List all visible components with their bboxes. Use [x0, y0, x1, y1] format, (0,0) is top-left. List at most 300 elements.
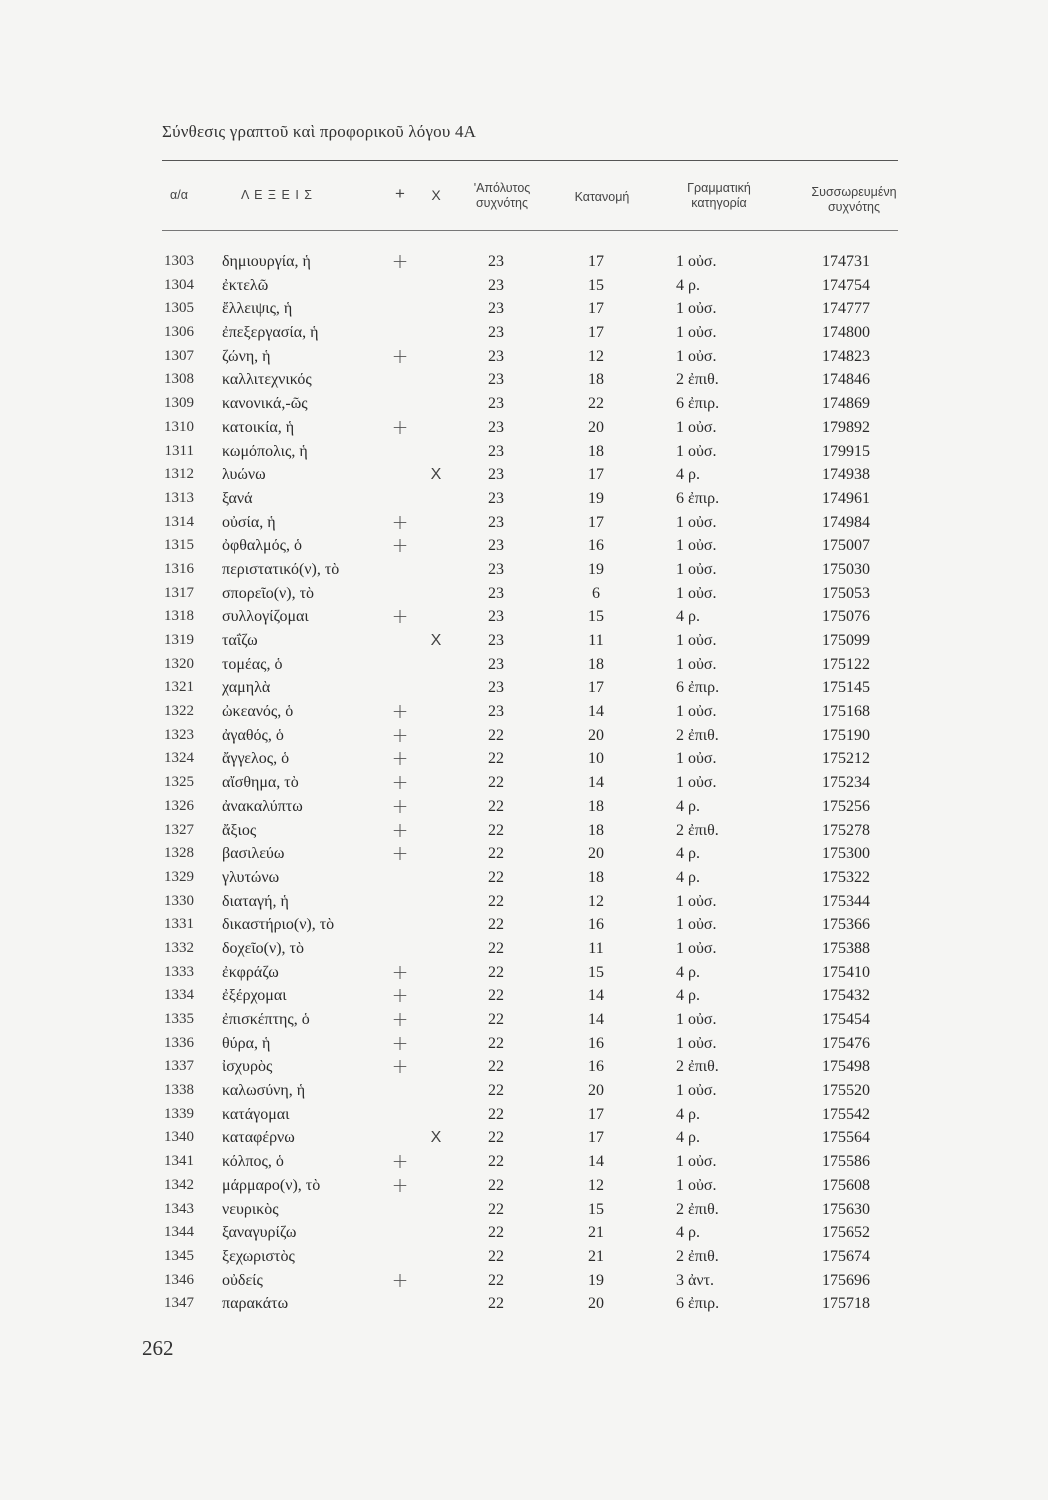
- row-plus-mark: +: [391, 1054, 409, 1079]
- row-cumulative-frequency: 174938: [822, 466, 870, 484]
- row-word: περιστατικό(ν), τὸ: [222, 560, 340, 578]
- row-absolute-frequency: 22: [488, 726, 504, 744]
- row-distribution: 18: [588, 821, 604, 839]
- row-distribution: 17: [588, 253, 604, 270]
- row-index: 1308: [164, 371, 194, 388]
- page-title: Σύνθεσις γραπτοῦ καὶ προφορικοῦ λόγου 4Α: [162, 122, 477, 141]
- row-index: 1338: [164, 1082, 194, 1099]
- row-word: θύρα, ἡ: [222, 1034, 271, 1052]
- row-grammatical-category: 4 ρ.: [676, 466, 700, 484]
- row-plus-mark: +: [391, 770, 409, 795]
- row-distribution: 19: [588, 1271, 604, 1289]
- row-grammatical-category: 4 ρ.: [676, 868, 700, 886]
- table-row: [0, 297, 1048, 321]
- row-word: καλωσύνη, ἡ: [222, 1082, 306, 1100]
- row-cumulative-frequency: 174846: [822, 371, 870, 389]
- row-plus-mark: +: [391, 959, 409, 984]
- row-word: ὠκεανός, ὁ: [222, 703, 294, 721]
- row-distribution: 14: [588, 774, 604, 792]
- row-index: 1313: [164, 489, 194, 506]
- row-grammatical-category: 2 ἐπιθ.: [676, 1200, 719, 1218]
- row-cumulative-frequency: 179915: [822, 442, 870, 460]
- row-distribution: 15: [588, 608, 604, 626]
- row-grammatical-category: 1 οὐσ.: [676, 1034, 717, 1052]
- row-word: ζώνη, ἡ: [222, 347, 271, 365]
- row-index: 1304: [164, 276, 194, 293]
- row-index: 1323: [164, 726, 194, 743]
- table-row: [0, 913, 1048, 937]
- row-grammatical-category: 2 ἐπιθ.: [676, 371, 719, 389]
- row-index: 1336: [164, 1034, 194, 1051]
- table-row: [0, 961, 1048, 985]
- table-row: [0, 487, 1048, 511]
- row-distribution: 18: [588, 655, 604, 673]
- row-index: 1343: [164, 1200, 194, 1217]
- row-word: διαταγή, ἡ: [222, 892, 289, 910]
- row-absolute-frequency: 23: [488, 347, 504, 365]
- row-word: ἰσχυρὸς: [222, 1058, 273, 1076]
- row-grammatical-category: 2 ἐπιθ.: [676, 1058, 719, 1076]
- row-grammatical-category: 4 ρ.: [676, 1224, 700, 1242]
- row-grammatical-category: 1 οὐσ.: [676, 939, 717, 957]
- table-row: [0, 653, 1048, 677]
- row-cumulative-frequency: 174731: [822, 253, 870, 270]
- row-absolute-frequency: 23: [488, 395, 504, 413]
- row-absolute-frequency: 22: [488, 939, 504, 957]
- row-plus-mark: +: [391, 1030, 409, 1055]
- row-cumulative-frequency: 174961: [822, 489, 870, 507]
- row-distribution: 12: [588, 1176, 604, 1194]
- table-row: [0, 582, 1048, 606]
- row-word: οὐδείς: [222, 1271, 263, 1289]
- row-distribution: 6: [592, 584, 600, 602]
- row-cumulative-frequency: 175718: [822, 1295, 870, 1313]
- row-cumulative-frequency: 175168: [822, 703, 870, 721]
- row-cumulative-frequency: 175388: [822, 939, 870, 957]
- word-frequency-table: [0, 250, 1048, 1316]
- row-absolute-frequency: 22: [488, 1176, 504, 1194]
- row-word: ἀγαθός, ὁ: [222, 726, 284, 744]
- row-index: 1316: [164, 560, 194, 577]
- row-grammatical-category: 1 οὐσ.: [676, 703, 717, 721]
- row-distribution: 17: [588, 679, 604, 697]
- row-absolute-frequency: 22: [488, 821, 504, 839]
- row-word: δημιουργία, ἡ: [222, 253, 311, 270]
- row-plus-mark: +: [391, 722, 409, 747]
- table-row: [0, 724, 1048, 748]
- table-row: [0, 274, 1048, 298]
- table-row: [0, 1292, 1048, 1316]
- row-absolute-frequency: 22: [488, 1153, 504, 1171]
- row-cumulative-frequency: 175190: [822, 726, 870, 744]
- header-plus: +: [395, 184, 405, 203]
- row-absolute-frequency: 22: [488, 892, 504, 910]
- table-row: [0, 1221, 1048, 1245]
- row-grammatical-category: 1 οὐσ.: [676, 253, 717, 270]
- row-grammatical-category: 4 ρ.: [676, 608, 700, 626]
- row-cumulative-frequency: 175212: [822, 750, 870, 768]
- row-distribution: 20: [588, 1295, 604, 1313]
- row-absolute-frequency: 22: [488, 987, 504, 1005]
- row-absolute-frequency: 22: [488, 750, 504, 768]
- row-grammatical-category: 1 οὐσ.: [676, 560, 717, 578]
- row-word: συλλογίζομαι: [222, 608, 309, 626]
- row-absolute-frequency: 23: [488, 584, 504, 602]
- row-cumulative-frequency: 174754: [822, 276, 870, 294]
- row-index: 1318: [164, 608, 194, 625]
- row-absolute-frequency: 22: [488, 1271, 504, 1289]
- row-word: κατοικία, ἡ: [222, 418, 295, 436]
- row-distribution: 17: [588, 1105, 604, 1123]
- row-word: ἔλλειψις, ἡ: [222, 300, 293, 318]
- row-index: 1322: [164, 703, 194, 720]
- row-distribution: 16: [588, 537, 604, 555]
- row-plus-mark: +: [391, 1172, 409, 1197]
- row-grammatical-category: 4 ρ.: [676, 1129, 700, 1147]
- table-row: [0, 416, 1048, 440]
- row-distribution: 16: [588, 1058, 604, 1076]
- row-word: σπορεῖο(ν), τὸ: [222, 584, 315, 602]
- row-grammatical-category: 4 ρ.: [676, 1105, 700, 1123]
- row-distribution: 17: [588, 466, 604, 484]
- row-cumulative-frequency: 175030: [822, 560, 870, 578]
- row-index: 1327: [164, 821, 194, 838]
- row-index: 1331: [164, 916, 194, 933]
- table-row: [0, 771, 1048, 795]
- row-distribution: 17: [588, 300, 604, 318]
- row-plus-mark: +: [391, 1007, 409, 1031]
- row-absolute-frequency: 22: [488, 1105, 504, 1123]
- row-grammatical-category: 2 ἐπιθ.: [676, 821, 719, 839]
- row-plus-mark: +: [391, 604, 409, 629]
- row-index: 1319: [164, 632, 194, 648]
- row-index: 1329: [164, 868, 194, 885]
- row-word: ἄγγελος, ὁ: [222, 750, 290, 768]
- table-row: [0, 1198, 1048, 1222]
- row-index: 1335: [164, 1011, 194, 1027]
- row-index: 1321: [164, 679, 194, 696]
- row-absolute-frequency: 23: [488, 655, 504, 673]
- row-distribution: 17: [588, 324, 604, 342]
- row-word: ταΐζω: [222, 632, 258, 649]
- row-word: καταφέρνω: [222, 1129, 295, 1147]
- row-distribution: 19: [588, 560, 604, 578]
- table-row: [0, 345, 1048, 369]
- table-row: [0, 440, 1048, 464]
- row-plus-mark: +: [391, 817, 409, 842]
- row-absolute-frequency: 23: [488, 560, 504, 578]
- row-word: δικαστήριο(ν), τὸ: [222, 916, 335, 934]
- row-word: κόλπος, ὁ: [222, 1153, 284, 1171]
- row-distribution: 11: [588, 939, 604, 957]
- row-cumulative-frequency: 175564: [822, 1129, 870, 1147]
- table-row: [0, 368, 1048, 392]
- row-index: 1326: [164, 797, 194, 814]
- row-grammatical-category: 4 ρ.: [676, 845, 700, 863]
- table-row: [0, 1055, 1048, 1079]
- row-absolute-frequency: 22: [488, 1082, 504, 1100]
- row-cumulative-frequency: 175454: [822, 1011, 870, 1028]
- row-grammatical-category: 4 ρ.: [676, 963, 700, 981]
- table-row: [0, 984, 1048, 1008]
- row-absolute-frequency: 23: [488, 632, 504, 649]
- row-word: ἐκφράζω: [222, 963, 279, 981]
- row-x-mark: Χ: [430, 1129, 442, 1147]
- row-distribution: 14: [588, 987, 604, 1005]
- row-word: γλυτώνω: [222, 868, 280, 886]
- row-index: 1317: [164, 584, 194, 601]
- row-index: 1307: [164, 347, 194, 364]
- header-idx: α/α: [170, 188, 188, 202]
- row-absolute-frequency: 22: [488, 774, 504, 792]
- row-word: ἐπεξεργασία, ἡ: [222, 324, 319, 342]
- row-plus-mark: +: [391, 983, 409, 1008]
- row-grammatical-category: 3 ἀντ.: [676, 1271, 715, 1289]
- row-plus-mark: +: [391, 1267, 409, 1292]
- row-absolute-frequency: 23: [488, 466, 504, 484]
- row-grammatical-category: 4 ρ.: [676, 797, 700, 815]
- table-row: [0, 1126, 1048, 1150]
- header-absolute-frequency: 'Απόλυτος συχνότης: [473, 181, 531, 210]
- row-index: 1320: [164, 655, 194, 672]
- row-index: 1337: [164, 1058, 194, 1075]
- row-index: 1347: [164, 1295, 194, 1312]
- row-word: ἐξέρχομαι: [222, 987, 287, 1005]
- row-word: δοχεῖο(ν), τὸ: [222, 939, 304, 957]
- row-word: τομέας, ὁ: [222, 655, 283, 673]
- row-absolute-frequency: 22: [488, 916, 504, 934]
- row-grammatical-category: 1 οὐσ.: [676, 537, 717, 555]
- row-grammatical-category: 1 οὐσ.: [676, 300, 717, 318]
- row-word: κανονικά,-ῶς: [222, 395, 308, 413]
- table-row: [0, 1174, 1048, 1198]
- row-cumulative-frequency: 174984: [822, 513, 870, 531]
- table-row: [0, 676, 1048, 700]
- row-distribution: 18: [588, 868, 604, 886]
- row-index: 1309: [164, 395, 194, 412]
- row-grammatical-category: 6 ἐπιρ.: [676, 489, 720, 507]
- row-index: 1328: [164, 845, 194, 862]
- row-index: 1342: [164, 1176, 194, 1193]
- row-index: 1346: [164, 1271, 194, 1288]
- row-absolute-frequency: 23: [488, 276, 504, 294]
- row-grammatical-category: 1 οὐσ.: [676, 750, 717, 768]
- row-cumulative-frequency: 175344: [822, 892, 870, 910]
- row-word: ξαναγυρίζω: [222, 1224, 297, 1242]
- table-header: [0, 176, 1048, 226]
- row-index: 1303: [164, 253, 194, 269]
- row-distribution: 18: [588, 371, 604, 389]
- row-index: 1305: [164, 300, 194, 317]
- row-grammatical-category: 1 οὐσ.: [676, 916, 717, 934]
- row-distribution: 10: [588, 750, 604, 768]
- row-plus-mark: +: [391, 793, 409, 818]
- table-row: [0, 1032, 1048, 1056]
- row-index: 1324: [164, 750, 194, 767]
- table-row: [0, 819, 1048, 843]
- row-absolute-frequency: 22: [488, 797, 504, 815]
- row-index: 1334: [164, 987, 194, 1004]
- row-grammatical-category: 4 ρ.: [676, 987, 700, 1005]
- row-distribution: 15: [588, 276, 604, 294]
- row-absolute-frequency: 23: [488, 300, 504, 318]
- row-absolute-frequency: 22: [488, 1247, 504, 1265]
- row-cumulative-frequency: 175498: [822, 1058, 870, 1076]
- row-grammatical-category: 1 οὐσ.: [676, 774, 717, 792]
- row-index: 1341: [164, 1153, 194, 1170]
- row-distribution: 14: [588, 703, 604, 721]
- row-cumulative-frequency: 175696: [822, 1271, 870, 1289]
- top-rule: [162, 160, 898, 161]
- row-plus-mark: +: [391, 533, 409, 558]
- row-word: ἐκτελῶ: [222, 276, 269, 294]
- row-index: 1306: [164, 324, 194, 341]
- row-word: βασιλεύω: [222, 845, 285, 863]
- header-rule: [162, 230, 898, 231]
- row-cumulative-frequency: 175099: [822, 632, 870, 649]
- row-grammatical-category: 1 οὐσ.: [676, 442, 717, 460]
- row-grammatical-category: 4 ρ.: [676, 276, 700, 294]
- row-plus-mark: +: [391, 249, 409, 273]
- row-index: 1332: [164, 939, 194, 956]
- table-row: [0, 250, 1048, 274]
- row-grammatical-category: 2 ἐπιθ.: [676, 1247, 719, 1265]
- row-grammatical-category: 1 οὐσ.: [676, 1153, 717, 1171]
- row-distribution: 18: [588, 797, 604, 815]
- table-row: [0, 1150, 1048, 1174]
- table-row: [0, 747, 1048, 771]
- row-grammatical-category: 1 οὐσ.: [676, 418, 717, 436]
- table-row: [0, 321, 1048, 345]
- row-x-mark: Χ: [430, 632, 442, 649]
- row-grammatical-category: 1 οὐσ.: [676, 324, 717, 342]
- row-word: αἴσθημα, τὸ: [222, 774, 299, 792]
- table-row: [0, 629, 1048, 653]
- row-distribution: 11: [588, 632, 604, 649]
- row-cumulative-frequency: 174869: [822, 395, 870, 413]
- row-grammatical-category: 1 οὐσ.: [676, 655, 717, 673]
- row-index: 1330: [164, 892, 194, 909]
- row-absolute-frequency: 23: [488, 489, 504, 507]
- row-cumulative-frequency: 174777: [822, 300, 870, 318]
- row-word: λυώνω: [222, 466, 266, 484]
- row-absolute-frequency: 23: [488, 371, 504, 389]
- table-row: [0, 1245, 1048, 1269]
- row-plus-mark: +: [391, 841, 409, 866]
- row-distribution: 21: [588, 1224, 604, 1242]
- row-word: ὀφθαλμός, ὁ: [222, 537, 302, 555]
- table-row: [0, 1079, 1048, 1103]
- page-number: 262: [142, 1336, 174, 1360]
- row-word: παρακάτω: [222, 1295, 289, 1313]
- row-absolute-frequency: 23: [488, 324, 504, 342]
- row-distribution: 19: [588, 489, 604, 507]
- row-grammatical-category: 1 οὐσ.: [676, 1176, 717, 1194]
- row-absolute-frequency: 22: [488, 1058, 504, 1076]
- table-row: [0, 937, 1048, 961]
- row-word: ἐπισκέπτης, ὁ: [222, 1011, 310, 1028]
- row-distribution: 12: [588, 347, 604, 365]
- row-cumulative-frequency: 175410: [822, 963, 870, 981]
- row-absolute-frequency: 23: [488, 703, 504, 721]
- row-absolute-frequency: 22: [488, 1200, 504, 1218]
- row-plus-mark: +: [391, 343, 409, 368]
- row-cumulative-frequency: 175542: [822, 1105, 870, 1123]
- row-index: 1325: [164, 774, 194, 791]
- row-absolute-frequency: 23: [488, 537, 504, 555]
- row-cumulative-frequency: 174823: [822, 347, 870, 365]
- row-cumulative-frequency: 175366: [822, 916, 870, 934]
- row-distribution: 18: [588, 442, 604, 460]
- row-plus-mark: +: [391, 699, 409, 724]
- row-absolute-frequency: 22: [488, 1011, 504, 1028]
- row-absolute-frequency: 22: [488, 845, 504, 863]
- table-row: [0, 890, 1048, 914]
- row-cumulative-frequency: 175145: [822, 679, 870, 697]
- row-distribution: 14: [588, 1153, 604, 1171]
- header-cumulative-frequency: Συσσωρευμένη συχνότης: [811, 185, 897, 214]
- row-index: 1315: [164, 537, 194, 554]
- row-absolute-frequency: 23: [488, 442, 504, 460]
- row-index: 1344: [164, 1224, 194, 1241]
- row-absolute-frequency: 22: [488, 1224, 504, 1242]
- row-index: 1312: [164, 466, 194, 483]
- row-cumulative-frequency: 175476: [822, 1034, 870, 1052]
- table-row: [0, 558, 1048, 582]
- row-index: 1339: [164, 1105, 194, 1122]
- row-grammatical-category: 1 οὐσ.: [676, 347, 717, 365]
- row-grammatical-category: 1 οὐσ.: [676, 513, 717, 531]
- row-plus-mark: +: [391, 509, 409, 534]
- row-cumulative-frequency: 175520: [822, 1082, 870, 1100]
- row-absolute-frequency: 23: [488, 679, 504, 697]
- row-word: κατάγομαι: [222, 1105, 290, 1123]
- row-absolute-frequency: 22: [488, 1295, 504, 1313]
- row-grammatical-category: 1 οὐσ.: [676, 584, 717, 602]
- row-distribution: 22: [588, 395, 604, 413]
- row-cumulative-frequency: 175122: [822, 655, 870, 673]
- table-row: [0, 1008, 1048, 1032]
- row-plus-mark: +: [391, 1149, 409, 1174]
- table-row: [0, 795, 1048, 819]
- row-distribution: 15: [588, 963, 604, 981]
- row-index: 1311: [164, 442, 194, 459]
- row-grammatical-category: 1 οὐσ.: [676, 632, 717, 649]
- row-cumulative-frequency: 175432: [822, 987, 870, 1005]
- row-absolute-frequency: 22: [488, 1129, 504, 1147]
- row-index: 1314: [164, 513, 194, 530]
- row-cumulative-frequency: 175300: [822, 845, 870, 863]
- table-row: [0, 1269, 1048, 1293]
- row-distribution: 15: [588, 1200, 604, 1218]
- row-index: 1345: [164, 1247, 194, 1264]
- row-cumulative-frequency: 175076: [822, 608, 870, 626]
- row-cumulative-frequency: 175234: [822, 774, 870, 792]
- row-absolute-frequency: 22: [488, 868, 504, 886]
- table-row: [0, 866, 1048, 890]
- row-distribution: 20: [588, 726, 604, 744]
- row-word: ἀνακαλύπτω: [222, 797, 303, 815]
- row-absolute-frequency: 23: [488, 418, 504, 436]
- row-index: 1333: [164, 963, 194, 980]
- table-row: [0, 700, 1048, 724]
- row-grammatical-category: 6 ἐπιρ.: [676, 1295, 720, 1313]
- row-plus-mark: +: [391, 746, 409, 771]
- row-grammatical-category: 2 ἐπιθ.: [676, 726, 719, 744]
- row-plus-mark: +: [391, 414, 409, 439]
- row-word: ἄξιος: [222, 821, 257, 839]
- row-cumulative-frequency: 174800: [822, 324, 870, 342]
